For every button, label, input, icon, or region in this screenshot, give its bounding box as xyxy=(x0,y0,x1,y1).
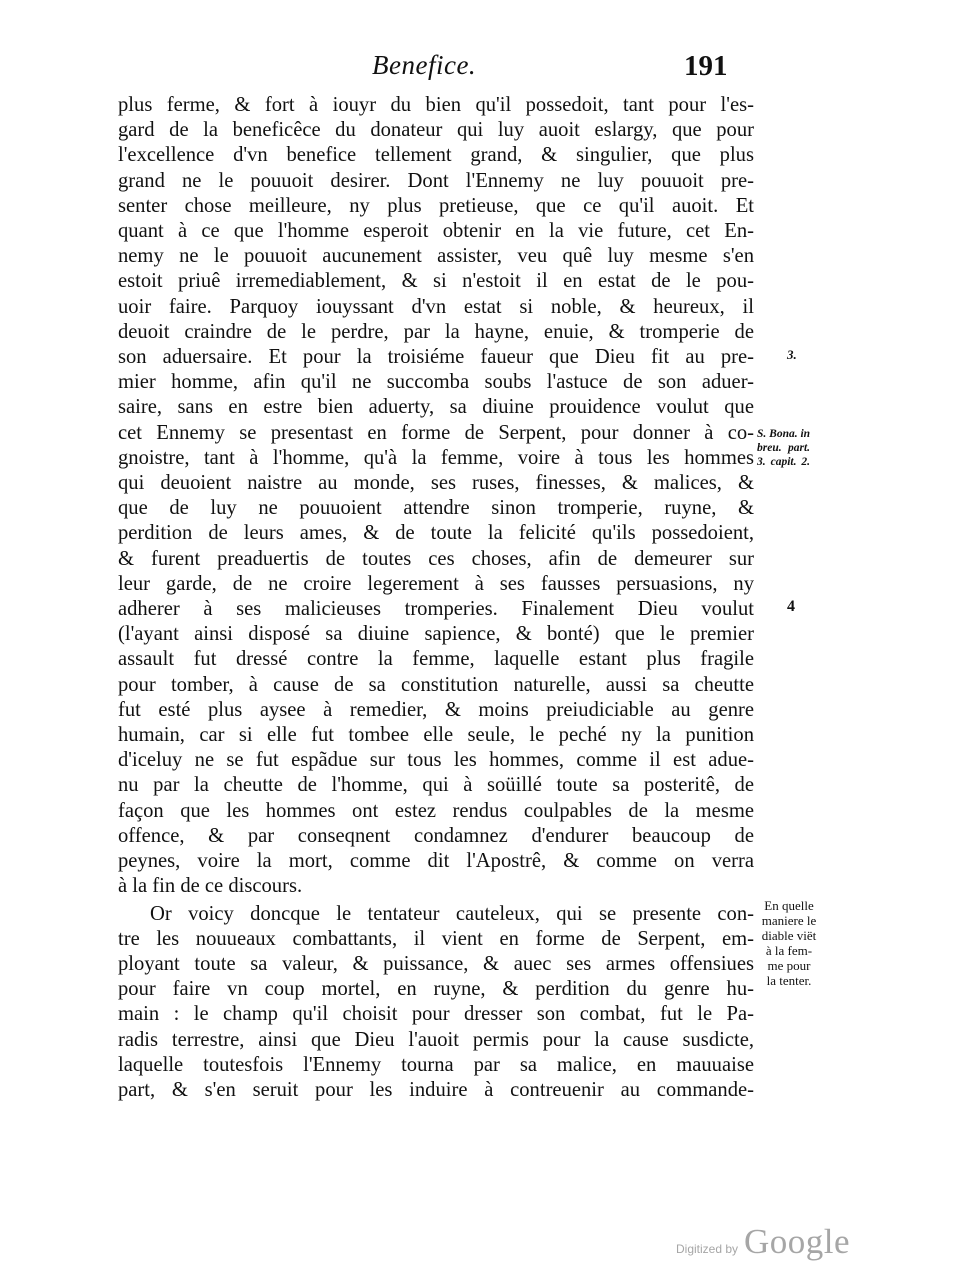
text-line: deuoit craindre de le perdre, par la hayne, enuie, & tromperie de xyxy=(118,320,754,343)
text-line: qui deuoient naistre au monde, ses ruses, finesses, & malices, & xyxy=(118,472,754,495)
paragraph-2 xyxy=(118,902,754,1104)
margin-note-line: maniere le xyxy=(761,913,817,928)
text-line: façon que les hommes ont estez rendus coulpables de la mesme xyxy=(118,799,754,822)
text-line: humain, car si elle fut tombee elle seule, le peché ny la punition xyxy=(118,724,754,747)
margin-note-line: diable viët xyxy=(761,928,817,943)
margin-note-line: la tenter. xyxy=(766,973,812,988)
text-line: perdition de leurs ames, & de toute la felicité qu'ils possedoient, xyxy=(118,522,754,545)
text-line: leur garde, de ne croire legerement à ses fausses persuasions, ny xyxy=(118,572,754,595)
margin-note-line: breu. part. xyxy=(757,442,811,454)
text-line: pour tomber, à cause de sa constitution naturelle, aussi sa cheutte xyxy=(118,673,754,696)
text-line: ployant toute sa valeur, & puissance, & auec ses armes offensiues xyxy=(118,952,754,975)
text-line: main : le champ qu'il choisit pour dresser son combat, fut le Pa- xyxy=(118,1003,754,1026)
margin-note-citation xyxy=(757,427,810,469)
text-line: plus ferme, & fort à iouyr du bien qu'il possedoit, tant pour l'es- xyxy=(118,94,754,116)
running-title: Benefice. xyxy=(372,50,477,80)
margin-note-line: me pour xyxy=(767,958,811,973)
text-line: offence, & par conseqnent condamnez d'endurer beaucoup de xyxy=(118,824,754,847)
text-line: grand ne le pouuoit desirer. Dont l'Ennemy ne luy pouuoit pre- xyxy=(118,169,754,192)
text-line: radis terrestre, ainsi que Dieu l'auoit permis pour la cause susdicte, xyxy=(118,1028,754,1051)
digitized-watermark xyxy=(676,1222,850,1262)
margin-note-line: S. Bona. in xyxy=(757,428,811,440)
text-line: gnoistre, tant à l'homme, qu'à la femme, voire à tous les hommes xyxy=(118,446,754,469)
text-line: gard de la beneficêce du donateur qui luy auoit eslargy, que pour xyxy=(118,119,754,142)
margin-note-line: En quelle xyxy=(764,898,814,913)
text-line: adherer à ses malicieuses tromperies. Finalement Dieu voulut xyxy=(118,598,754,621)
text-line: pour faire vn coup mortel, en ruyne, & perdition du genre hu- xyxy=(118,978,754,1001)
text-line: à la fin de ce discours. xyxy=(118,875,303,898)
text-line: d'iceluy ne se fut espãdue sur tous les hommes, comme il est adue- xyxy=(118,749,754,772)
google-logo: Google xyxy=(744,1222,851,1261)
text-line: son aduersaire. Et pour la troisiéme faueur que Dieu fit au pre- xyxy=(118,346,754,369)
text-line: saire, sans en estre bien aduerty, sa diuine prouidence voulut que xyxy=(118,396,754,419)
body-text xyxy=(118,93,754,1103)
text-line: laquelle toutesfois l'Ennemy tourna par sa malice, en mauuaise xyxy=(118,1053,754,1076)
text-line: estoit priuê irremediablement, & si n'estoit il en estat de le pou- xyxy=(118,270,754,293)
paragraph-1 xyxy=(118,93,754,900)
text-line: l'excellence d'vn benefice tellement grand, & singulier, que plus xyxy=(118,144,754,167)
text-line: assault fut dressé contre la femme, laquelle estant plus fragile xyxy=(118,648,754,671)
margin-note-line: 3. capit. 2. xyxy=(757,456,811,468)
text-line: senter chose meilleure, ny plus pretieuse, que ce qu'il auoit. Et xyxy=(118,194,754,217)
text-line: mier homme, afin qu'il ne succomba soubs l'astuce de son aduer- xyxy=(118,371,754,394)
text-line: quant à ce que l'homme esperoit obtenir en la vie future, cet En- xyxy=(118,220,754,243)
text-line: fut esté plus aysee à remedier, & moins preiudiciable au genre xyxy=(118,698,754,721)
text-line: nu par la cheutte de l'homme, qui à soüillé toute sa posteritê, de xyxy=(118,774,754,797)
text-line: nemy ne le pouuoit aucunement assister, veu quê luy mesme s'en xyxy=(118,245,754,268)
margin-note-gloss xyxy=(758,898,820,988)
text-line: part, & s'en seruit pour les induire à contreuenir au commande- xyxy=(118,1078,754,1101)
text-line: Or voicy doncque le tentateur cauteleux, qui se presente con- xyxy=(150,902,754,925)
margin-note-4: 4 xyxy=(787,598,795,615)
text-line: cet Ennemy se presentast en forme de Serpent, pour donner à co- xyxy=(118,421,754,444)
text-line: (l'ayant ainsi disposé sa diuine sapience, & bonté) que le premier xyxy=(118,623,754,646)
margin-note-line: à la fem- xyxy=(765,943,813,958)
margin-note-3: 3. xyxy=(787,347,797,362)
text-line: uoir faire. Parquoy iouyssant d'vn estat si noble, & heureux, il xyxy=(118,295,754,318)
page-number: 191 xyxy=(684,50,728,82)
text-line: que de luy ne pouuoient attendre sinon tromperie, ruyne, & xyxy=(118,497,754,520)
watermark-label: Digitized by xyxy=(676,1242,739,1256)
text-line: peynes, voire la mort, comme dit l'Apostrê, & comme on verra xyxy=(118,850,754,873)
text-line: & furent preaduertis de toutes ces choses, afin de demeurer sur xyxy=(118,547,754,570)
text-line: tre les nouueaux combattants, il vient en forme de Serpent, em- xyxy=(118,927,754,950)
